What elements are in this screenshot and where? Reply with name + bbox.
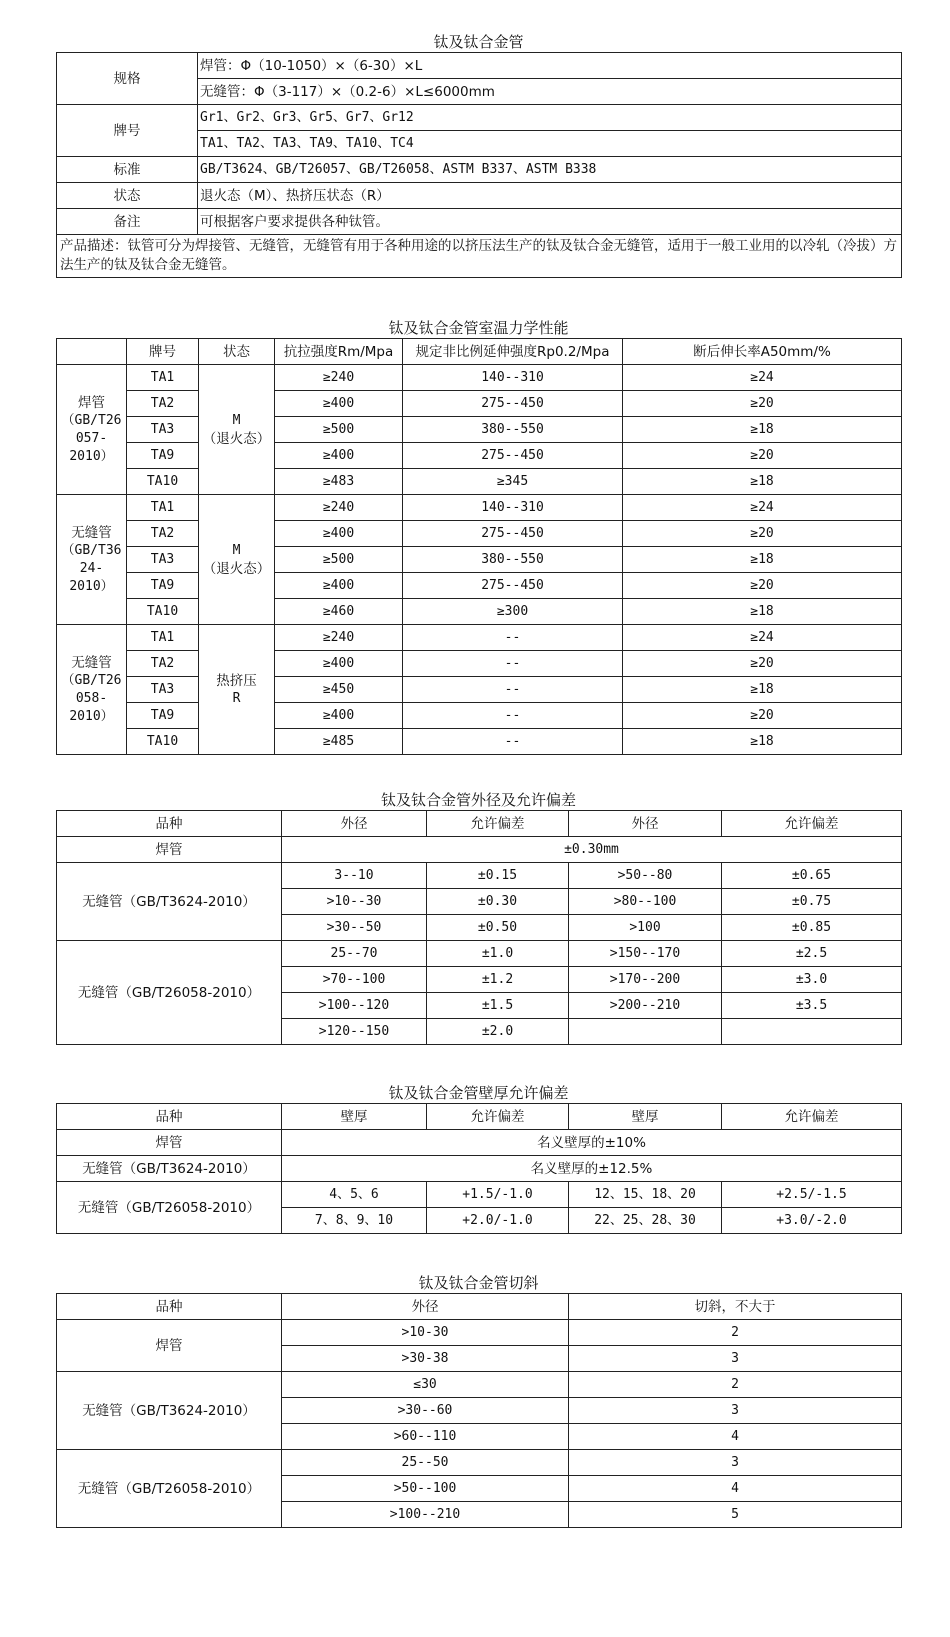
table-cell: ≥20 bbox=[623, 391, 902, 417]
table-cell: ±0.85 bbox=[722, 915, 902, 941]
column-header: 品种 bbox=[57, 1294, 282, 1320]
table-cell: 7、8、9、10 bbox=[282, 1208, 427, 1234]
table-cell: >80--100 bbox=[569, 889, 722, 915]
pipe-type-cell: 无缝管（GB/T26058-2010） bbox=[57, 1182, 282, 1234]
pipe-type-cell bbox=[57, 625, 127, 755]
section-outer-diameter-tolerance bbox=[56, 790, 901, 1045]
table-cell: >120--150 bbox=[282, 1019, 427, 1045]
table-cell: 无缝管：Φ（3-117）×（0.2-6）×L≤6000mm bbox=[198, 79, 902, 105]
table-cell: 275--450 bbox=[403, 521, 623, 547]
row-label: 备注 bbox=[57, 209, 198, 235]
column-header: 外径 bbox=[282, 1294, 569, 1320]
table-cell: ≥20 bbox=[623, 651, 902, 677]
column-header: 外径 bbox=[569, 811, 722, 837]
table-row bbox=[57, 1156, 902, 1182]
cell-line: （GB/T26 bbox=[61, 672, 122, 688]
table-row bbox=[57, 941, 902, 967]
column-header: 壁厚 bbox=[282, 1104, 427, 1130]
state-cell bbox=[199, 625, 275, 755]
table-cell: ≥400 bbox=[275, 651, 403, 677]
table-cell: ≥400 bbox=[275, 573, 403, 599]
table-cell: >100 bbox=[569, 915, 722, 941]
table-cell: >60--110 bbox=[282, 1424, 569, 1450]
section-titanium-pipe bbox=[56, 32, 901, 278]
table-row bbox=[57, 183, 902, 209]
table-row bbox=[57, 469, 902, 495]
column-header: 允许偏差 bbox=[722, 811, 902, 837]
table-cell: ≥20 bbox=[623, 703, 902, 729]
table-cell: >170--200 bbox=[569, 967, 722, 993]
table-cell: ≥24 bbox=[623, 495, 902, 521]
table-row bbox=[57, 599, 902, 625]
table-cell: ≥18 bbox=[623, 547, 902, 573]
table-cell: +2.5/-1.5 bbox=[722, 1182, 902, 1208]
table-cell: >200--210 bbox=[569, 993, 722, 1019]
table-cell: 380--550 bbox=[403, 417, 623, 443]
table-cell: -- bbox=[403, 703, 623, 729]
table-row bbox=[57, 495, 902, 521]
table-cell: 退火态（M）、热挤压状态（R） bbox=[198, 183, 902, 209]
table-cell: 名义壁厚的±12.5% bbox=[282, 1156, 902, 1182]
cell-line: （GB/T26 bbox=[61, 412, 122, 428]
table-row bbox=[57, 53, 902, 79]
column-header: 壁厚 bbox=[569, 1104, 722, 1130]
column-header: 抗拉强度Rm/Mpa bbox=[275, 339, 403, 365]
table-cell: 4、5、6 bbox=[282, 1182, 427, 1208]
table-cell: ≥500 bbox=[275, 417, 403, 443]
table-row bbox=[57, 417, 902, 443]
table-header-row bbox=[57, 1104, 902, 1130]
table-cell: ≥24 bbox=[623, 365, 902, 391]
table-header-row bbox=[57, 811, 902, 837]
table-row bbox=[57, 1182, 902, 1208]
grade-cell: TA2 bbox=[127, 391, 199, 417]
table-cell: 12、15、18、20 bbox=[569, 1182, 722, 1208]
cell-line: 2010） bbox=[69, 708, 114, 724]
table-cell: ≥485 bbox=[275, 729, 403, 755]
table-cell: ≥20 bbox=[623, 443, 902, 469]
table-cell: ≥500 bbox=[275, 547, 403, 573]
cell-line: 无缝管 bbox=[71, 654, 112, 671]
table-cell: ≥20 bbox=[623, 573, 902, 599]
column-header: 状态 bbox=[199, 339, 275, 365]
wall-thickness-table bbox=[56, 1103, 902, 1234]
grade-cell: TA10 bbox=[127, 599, 199, 625]
diameter-table bbox=[56, 810, 902, 1045]
row-label: 标准 bbox=[57, 157, 198, 183]
pipe-type-cell bbox=[57, 365, 127, 495]
grade-cell: TA9 bbox=[127, 703, 199, 729]
table-header-row bbox=[57, 1294, 902, 1320]
cell-line: 无缝管 bbox=[71, 524, 112, 541]
state-cell bbox=[199, 365, 275, 495]
table-cell: 380--550 bbox=[403, 547, 623, 573]
grade-cell: TA1 bbox=[127, 365, 199, 391]
table-cell: -- bbox=[403, 677, 623, 703]
table-cell: 140--310 bbox=[403, 365, 623, 391]
column-header: 断后伸长率A50mm/% bbox=[623, 339, 902, 365]
grade-cell: TA1 bbox=[127, 495, 199, 521]
table-title: 钛及钛合金管壁厚允许偏差 bbox=[388, 1084, 569, 1102]
table-row bbox=[57, 625, 902, 651]
table-row bbox=[57, 521, 902, 547]
table-cell: 275--450 bbox=[403, 391, 623, 417]
product-description: 产品描述：钛管可分为焊接管、无缝管，无缝管有用于各种用途的以挤压法生产的钛及钛合金无缝管，适用于一般工业用的以冷轧（冷拔）方法生产的钛及钛合金无缝管。 bbox=[57, 235, 902, 278]
table-row bbox=[57, 105, 902, 131]
grade-cell: TA10 bbox=[127, 729, 199, 755]
table-row bbox=[57, 235, 902, 278]
table-cell: ±2.5 bbox=[722, 941, 902, 967]
table-row bbox=[57, 1372, 902, 1398]
table-cell: 名义壁厚的±10% bbox=[282, 1130, 902, 1156]
table-cell: ±0.65 bbox=[722, 863, 902, 889]
table-cell: >30--60 bbox=[282, 1398, 569, 1424]
table-cell: >150--170 bbox=[569, 941, 722, 967]
grade-cell: TA10 bbox=[127, 469, 199, 495]
table-row bbox=[57, 365, 902, 391]
table-cell: 3 bbox=[569, 1346, 902, 1372]
table-cell: ±0.50 bbox=[427, 915, 569, 941]
table-row bbox=[57, 547, 902, 573]
table-cell: ±1.2 bbox=[427, 967, 569, 993]
table-row bbox=[57, 729, 902, 755]
column-header: 品种 bbox=[57, 811, 282, 837]
table-row bbox=[57, 573, 902, 599]
table-cell: ≥400 bbox=[275, 703, 403, 729]
table-title: 钛及钛合金管外径及允许偏差 bbox=[380, 791, 576, 809]
table-cell: 3 bbox=[569, 1398, 902, 1424]
table-cell: ≥240 bbox=[275, 495, 403, 521]
state-cell bbox=[199, 495, 275, 625]
table-cell: 5 bbox=[569, 1502, 902, 1528]
table-cell: >70--100 bbox=[282, 967, 427, 993]
table-cell: 可根据客户要求提供各种钛管。 bbox=[198, 209, 902, 235]
table-title: 钛及钛合金管 bbox=[433, 33, 524, 51]
cut-slope-table bbox=[56, 1293, 902, 1528]
table-row bbox=[57, 651, 902, 677]
table-cell: -- bbox=[403, 729, 623, 755]
table-cell: 4 bbox=[569, 1424, 902, 1450]
table-cell: 2 bbox=[569, 1372, 902, 1398]
column-header: 牌号 bbox=[127, 339, 199, 365]
table-cell: ≥400 bbox=[275, 443, 403, 469]
table-cell: ≥400 bbox=[275, 521, 403, 547]
table-row bbox=[57, 1320, 902, 1346]
table-cell: ≥18 bbox=[623, 469, 902, 495]
grade-cell: TA3 bbox=[127, 547, 199, 573]
cell-line: M bbox=[232, 412, 241, 428]
table-cell: ≥240 bbox=[275, 365, 403, 391]
table-row bbox=[57, 443, 902, 469]
cell-line: 2010） bbox=[69, 578, 114, 594]
table-cell: 焊管：Φ（10-1050）×（6-30）×L bbox=[198, 53, 902, 79]
table-cell: ±0.30mm bbox=[282, 837, 902, 863]
table-cell: >100--120 bbox=[282, 993, 427, 1019]
table-cell: 4 bbox=[569, 1476, 902, 1502]
table-cell: ≥20 bbox=[623, 521, 902, 547]
grade-cell: TA3 bbox=[127, 417, 199, 443]
table-cell: >30--50 bbox=[282, 915, 427, 941]
spec-table bbox=[56, 52, 902, 278]
table-cell: ≥18 bbox=[623, 417, 902, 443]
column-header: 外径 bbox=[282, 811, 427, 837]
table-cell: >50--100 bbox=[282, 1476, 569, 1502]
section-mechanical-properties bbox=[56, 318, 901, 755]
table-cell: TA1、TA2、TA3、TA9、TA10、TC4 bbox=[198, 131, 902, 157]
table-cell: >50--80 bbox=[569, 863, 722, 889]
table-cell: ≥400 bbox=[275, 391, 403, 417]
column-header: 品种 bbox=[57, 1104, 282, 1130]
table-cell: ≥18 bbox=[623, 729, 902, 755]
pipe-type-cell: 无缝管（GB/T3624-2010） bbox=[57, 1372, 282, 1450]
grade-cell: TA9 bbox=[127, 443, 199, 469]
table-cell: +2.0/-1.0 bbox=[427, 1208, 569, 1234]
table-cell: >30-38 bbox=[282, 1346, 569, 1372]
table-cell: ≥24 bbox=[623, 625, 902, 651]
table-cell: +3.0/-2.0 bbox=[722, 1208, 902, 1234]
table-cell: 3 bbox=[569, 1450, 902, 1476]
table-row bbox=[57, 863, 902, 889]
table-cell: ±0.75 bbox=[722, 889, 902, 915]
grade-cell: TA2 bbox=[127, 521, 199, 547]
section-cut-slope bbox=[56, 1273, 901, 1528]
table-cell: -- bbox=[403, 651, 623, 677]
table-cell: -- bbox=[403, 625, 623, 651]
table-cell: >100--210 bbox=[282, 1502, 569, 1528]
table-cell: 275--450 bbox=[403, 443, 623, 469]
table-cell: ±1.0 bbox=[427, 941, 569, 967]
table-cell: ≤30 bbox=[282, 1372, 569, 1398]
table-row bbox=[57, 703, 902, 729]
row-label: 状态 bbox=[57, 183, 198, 209]
table-cell: ±3.0 bbox=[722, 967, 902, 993]
cell-line: （退火态） bbox=[202, 430, 271, 447]
grade-cell: TA3 bbox=[127, 677, 199, 703]
table-row bbox=[57, 1130, 902, 1156]
cell-line: 2010） bbox=[69, 448, 114, 464]
table-cell bbox=[569, 1019, 722, 1045]
cell-line: 057- bbox=[75, 430, 108, 446]
column-header: 允许偏差 bbox=[427, 1104, 569, 1130]
row-label: 规格 bbox=[57, 53, 198, 105]
table-cell: 275--450 bbox=[403, 573, 623, 599]
table-cell: GB/T3624、GB/T26057、GB/T26058、ASTM B337、ASTM B338 bbox=[198, 157, 902, 183]
column-header bbox=[57, 339, 127, 365]
table-cell: ≥18 bbox=[623, 599, 902, 625]
grade-cell: TA1 bbox=[127, 625, 199, 651]
table-cell: ≥460 bbox=[275, 599, 403, 625]
table-cell: ±0.15 bbox=[427, 863, 569, 889]
table-row bbox=[57, 837, 902, 863]
table-title: 钛及钛合金管切斜 bbox=[418, 1274, 539, 1292]
table-cell: +1.5/-1.0 bbox=[427, 1182, 569, 1208]
table-cell: >10-30 bbox=[282, 1320, 569, 1346]
cell-line: 焊管 bbox=[78, 394, 105, 411]
table-cell: ±2.0 bbox=[427, 1019, 569, 1045]
table-cell: 3--10 bbox=[282, 863, 427, 889]
table-cell: 25--70 bbox=[282, 941, 427, 967]
table-title: 钛及钛合金管室温力学性能 bbox=[388, 319, 569, 337]
pipe-type-cell: 焊管 bbox=[57, 1320, 282, 1372]
row-label: 牌号 bbox=[57, 105, 198, 157]
table-cell: ±3.5 bbox=[722, 993, 902, 1019]
cell-line: （退火态） bbox=[202, 560, 271, 577]
pipe-type-cell: 无缝管（GB/T26058-2010） bbox=[57, 941, 282, 1045]
table-cell: 25--50 bbox=[282, 1450, 569, 1476]
table-cell: 2 bbox=[569, 1320, 902, 1346]
pipe-type-cell: 无缝管（GB/T26058-2010） bbox=[57, 1450, 282, 1528]
table-row bbox=[57, 1450, 902, 1476]
table-cell: ≥240 bbox=[275, 625, 403, 651]
pipe-type-cell: 无缝管（GB/T3624-2010） bbox=[57, 1156, 282, 1182]
table-cell bbox=[722, 1019, 902, 1045]
table-cell: 22、25、28、30 bbox=[569, 1208, 722, 1234]
table-row bbox=[57, 157, 902, 183]
cell-line: 24- bbox=[79, 560, 104, 576]
table-cell: ±0.30 bbox=[427, 889, 569, 915]
cell-line: 热挤压 bbox=[216, 672, 257, 689]
table-cell: Gr1、Gr2、Gr3、Gr5、Gr7、Gr12 bbox=[198, 105, 902, 131]
cell-line: M bbox=[232, 542, 241, 558]
column-header: 允许偏差 bbox=[722, 1104, 902, 1130]
pipe-type-cell bbox=[57, 495, 127, 625]
section-wall-thickness-tolerance bbox=[56, 1083, 901, 1234]
grade-cell: TA2 bbox=[127, 651, 199, 677]
pipe-type-cell: 焊管 bbox=[57, 1130, 282, 1156]
column-header: 规定非比例延伸强度Rp0.2/Mpa bbox=[403, 339, 623, 365]
table-cell: 140--310 bbox=[403, 495, 623, 521]
grade-cell: TA9 bbox=[127, 573, 199, 599]
mechanical-table bbox=[56, 338, 902, 755]
pipe-type-cell: 焊管 bbox=[57, 837, 282, 863]
table-cell: ±1.5 bbox=[427, 993, 569, 1019]
table-cell: ≥345 bbox=[403, 469, 623, 495]
table-cell: ≥450 bbox=[275, 677, 403, 703]
table-row bbox=[57, 391, 902, 417]
column-header: 允许偏差 bbox=[427, 811, 569, 837]
table-cell: >10--30 bbox=[282, 889, 427, 915]
cell-line: 058- bbox=[75, 690, 108, 706]
table-header-row bbox=[57, 339, 902, 365]
table-row bbox=[57, 209, 902, 235]
cell-line: R bbox=[232, 690, 241, 706]
pipe-type-cell: 无缝管（GB/T3624-2010） bbox=[57, 863, 282, 941]
table-cell: ≥300 bbox=[403, 599, 623, 625]
table-cell: ≥483 bbox=[275, 469, 403, 495]
table-row bbox=[57, 677, 902, 703]
table-cell: ≥18 bbox=[623, 677, 902, 703]
column-header: 切斜，不大于 bbox=[569, 1294, 902, 1320]
cell-line: （GB/T36 bbox=[61, 542, 122, 558]
